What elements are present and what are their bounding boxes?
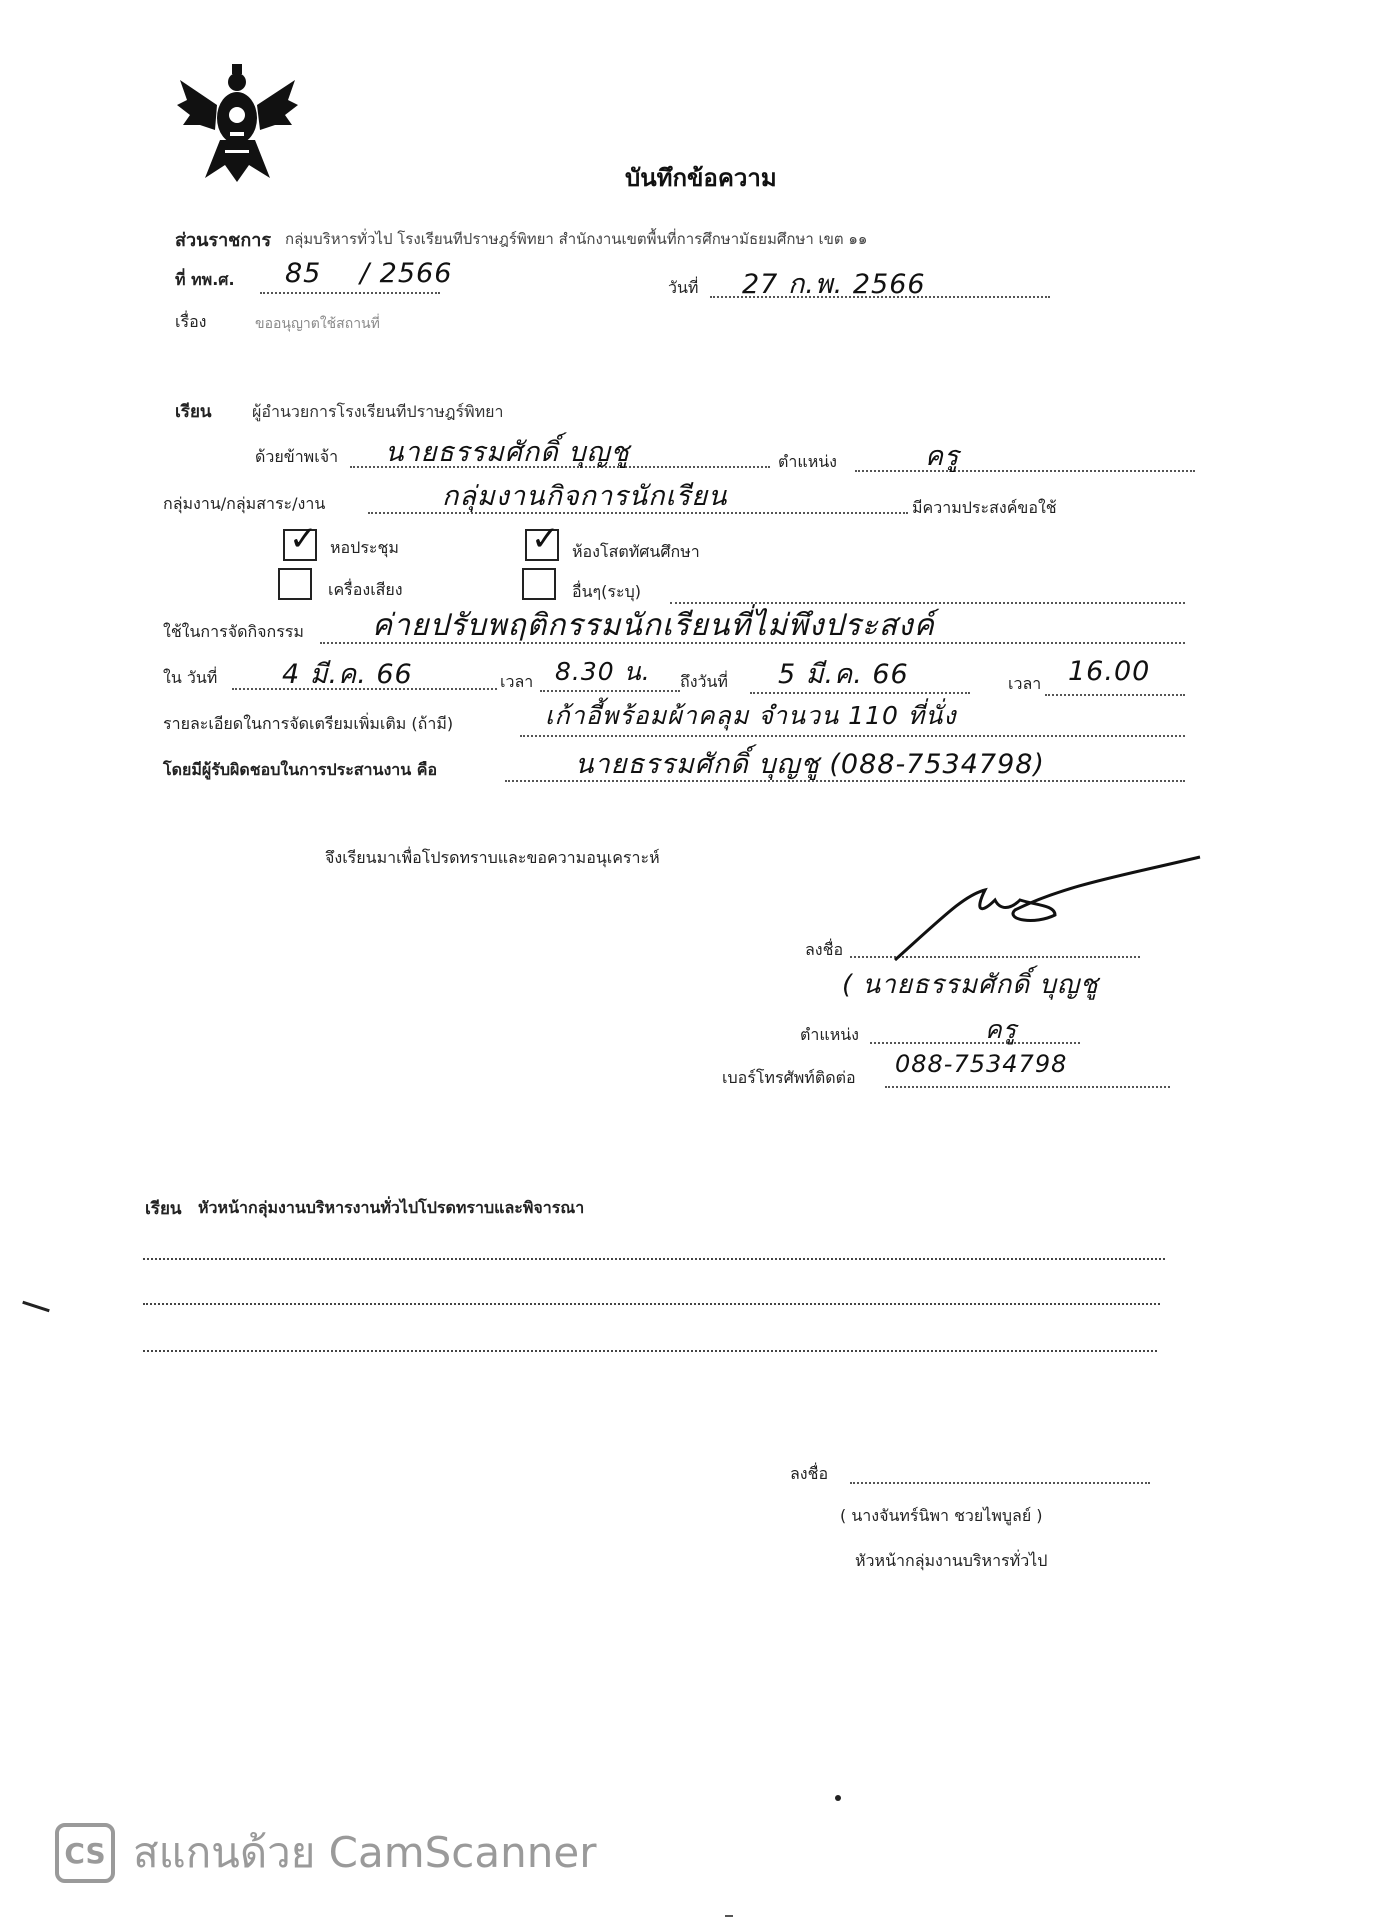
checkbox-av-room[interactable] [525,519,560,561]
details-value: เก้าอี้พร้อมผ้าคลุม จำนวน 110 ที่นั่ง [545,701,957,730]
scan-speck [725,1915,733,1917]
purpose-label: มีความประสงค์ขอใช้ [912,498,1057,517]
group-value: กลุ่มงานกิจการนักเรียน [442,481,728,512]
document-title: บันทึกข้อความ [625,164,777,192]
ref-number: 85 [285,258,322,289]
time-value: 8.30 น. [555,657,651,686]
signer-position-dotted-line [870,1042,1080,1044]
checkbox-hall[interactable] [283,519,318,561]
ref-label: ที่ ทพ.ศ. [175,270,235,289]
on-date-value: 4 มี.ค. 66 [282,659,413,690]
requester-name: นายธรรมศักดิ์ บุญชู [385,437,630,468]
phone-dotted-line [885,1086,1170,1088]
checkmark-icon: ✓ [531,519,560,559]
comment-line-1[interactable] [143,1258,1165,1260]
scan-speck [22,1301,50,1313]
closing-text: จึงเรียนมาเพื่อโปรดทราบและขอความอนุเคราะห์ [325,848,660,867]
comment-line-2[interactable] [143,1303,1160,1305]
agency-value: กลุ่มบริหารทั่วไป โรงเรียนทีปราษฎร์พิทยา สำนักงานเขตพื้นที่การศึกษามัธยมศึกษา เขต ๑๑ [285,230,868,248]
option-label-hall: หอประชุม [330,538,399,557]
position-label: ตำแหน่ง [778,452,837,471]
comment-line-3[interactable] [143,1350,1157,1352]
position-dotted-line [855,470,1195,472]
option-label-other: อื่นๆ(ระบุ) [572,582,641,601]
signer-position-value: ครู [985,1015,1018,1044]
endorsement-sign-dotted-line [850,1482,1150,1484]
group-label: กลุ่มงาน/กลุ่มสาระ/งาน [163,494,326,513]
position-value: ครู [925,441,960,472]
to-date-value: 5 มี.ค. 66 [778,659,909,690]
phone-value: 088-7534798 [895,1050,1068,1078]
checkbox-other[interactable] [522,568,556,600]
coordinator-label: โดยมีผู้รับผิดชอบในการประสานงาน คือ [163,760,438,779]
camscanner-logo: CS [55,1823,115,1883]
option-label-av-room: ห้องโสตทัศนศึกษา [572,542,700,561]
end-time-value: 16.00 [1068,656,1151,687]
endorsement-position: หัวหน้ากลุ่มงานบริหารทั่วไป [855,1551,1048,1570]
signer-name: ( นายธรรมศักดิ์ บุญชู [842,970,1099,1000]
camscanner-text: สแกนด้วย CamScanner [133,1828,597,1877]
garuda-emblem [175,60,300,185]
sign-label: ลงชื่อ [805,940,844,959]
details-label: รายละเอียดในการจัดเตรียมเพิ่มเติม (ถ้ามี) [163,714,454,733]
phone-label: เบอร์โทรศัพท์ติดต่อ [722,1068,856,1087]
agency-label: ส่วนราชการ [175,230,272,251]
endorsement-name: ( นางจันทร์นิพา ชวยไพบูลย์ ) [840,1506,1043,1525]
to-date-label: ถึงวันที่ [680,672,728,691]
end-time-dotted-line [1045,694,1185,696]
coordinator-value: นายธรรมศักดิ์ บุญชู (088-7534798) [575,749,1045,780]
checkmark-icon: ✓ [289,519,318,559]
subject-value: ขออนุญาตใช้สถานที่ [255,316,380,332]
date-value: 27 ก.พ. 2566 [742,269,926,300]
requester-label: ด้วยข้าพเจ้า [255,447,339,466]
date-label: วันที่ [668,278,699,297]
option-label-sound-system: เครื่องเสียง [328,580,403,599]
end-time-label: เวลา [1008,674,1042,693]
camscanner-watermark [55,1820,596,1886]
on-date-label: ใน วันที่ [163,668,218,687]
checkbox-sound-system[interactable] [278,568,312,600]
to-label: เรียน [175,402,212,422]
to-value: ผู้อำนวยการโรงเรียนทีปราษฎร์พิทยา [252,402,504,421]
ref-dotted-line [260,292,440,294]
scan-speck [835,1795,841,1801]
signature-mark [885,855,1205,965]
time-label: เวลา [500,672,534,691]
activity-label: ใช้ในการจัดกิจกรรม [163,622,304,641]
subject-label: เรื่อง [175,312,207,331]
endorsement-sign-label: ลงชื่อ [790,1464,829,1483]
activity-value: ค่ายปรับพฤติกรรมนักเรียนที่ไม่พึงประสงค์ [372,608,935,643]
endorsement-to-label: เรียน [145,1199,182,1219]
signer-position-label: ตำแหน่ง [800,1025,859,1044]
endorsement-to-text: หัวหน้ากลุ่มงานบริหารงานทั่วไปโปรดทราบและพิจารณา [198,1198,585,1217]
ref-year: / 2566 [360,258,453,289]
